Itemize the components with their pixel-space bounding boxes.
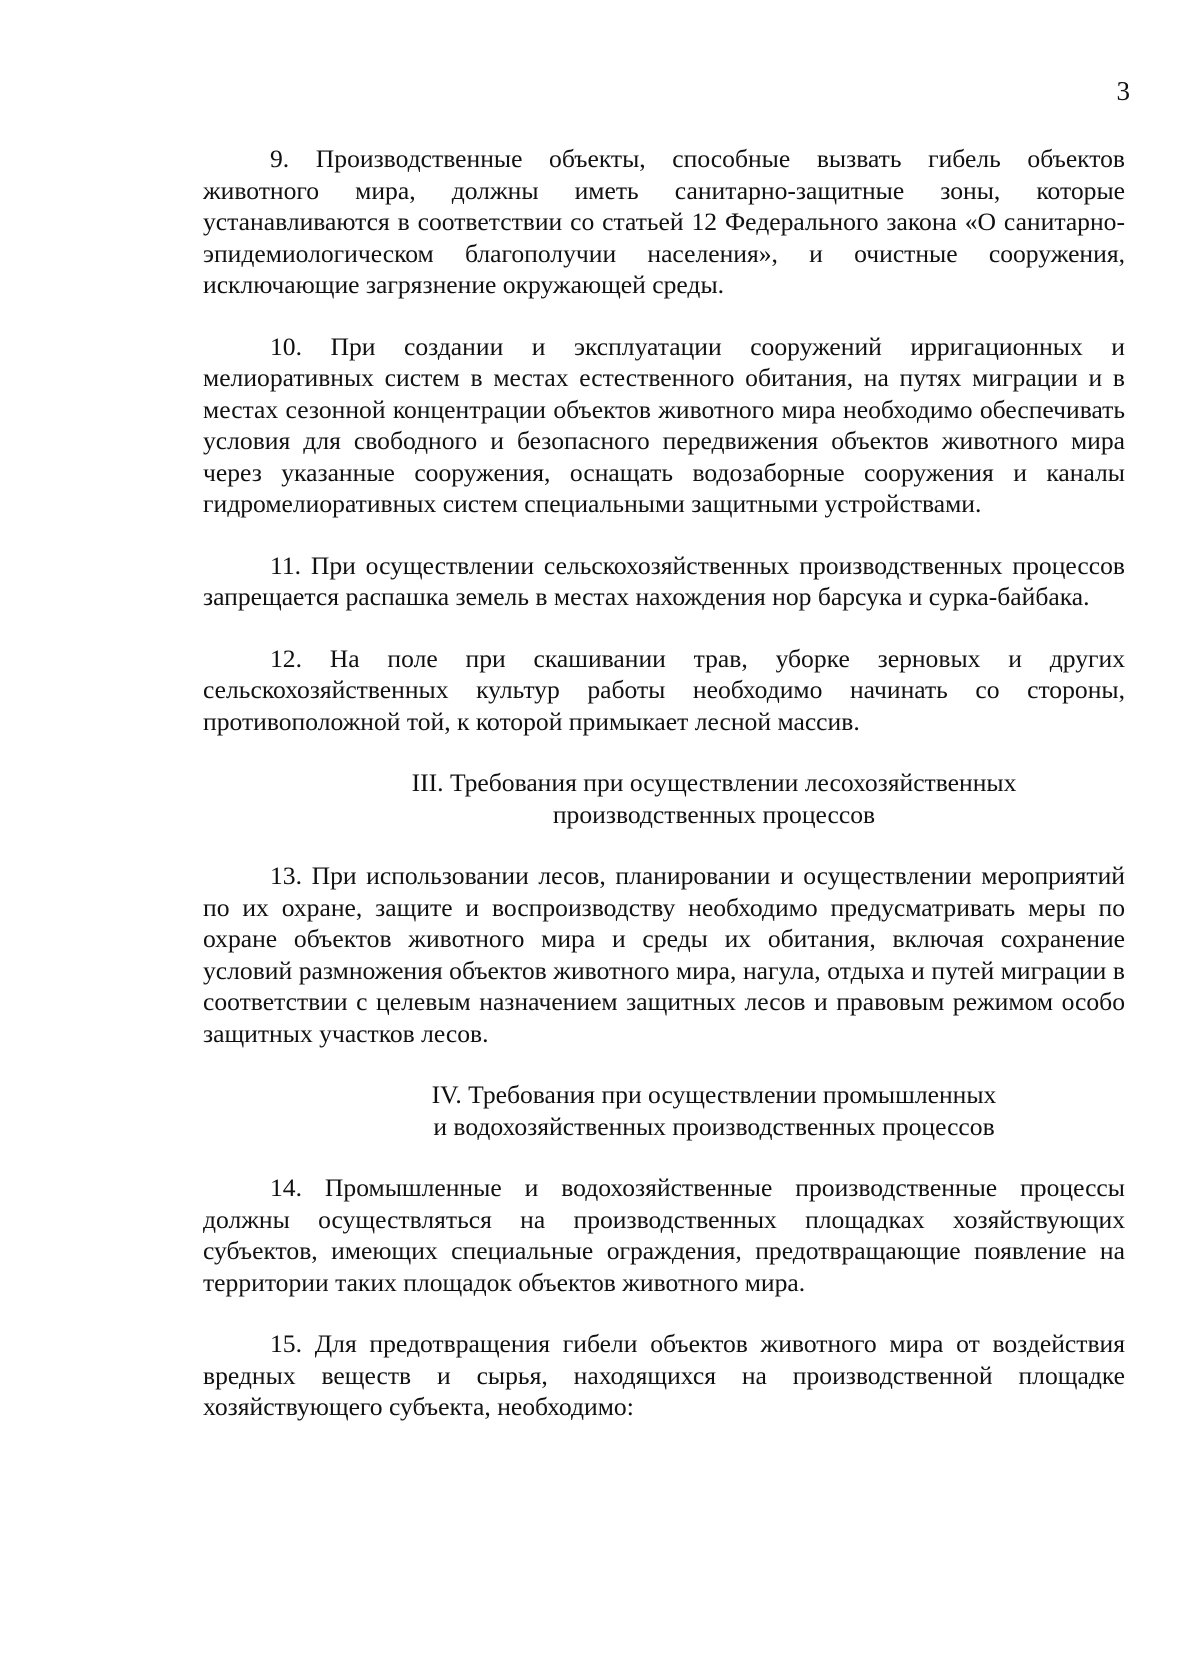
paragraph-11: 11. При осуществлении сельскохозяйственных производственных процессов запрещается распашка земель в местах нахождения нор барсука и сурка-байбака.	[203, 550, 1125, 611]
paragraph-14: 14. Промышленные и водохозяйственные производственные процессы должны осуществляться на производственных площадках хозяйствующих субъектов, имеющих специальные ограждения, предотвращающие появление на территории таких площадок объектов животного мира.	[203, 1173, 1125, 1297]
paragraph-10: 10. При создании и эксплуатации сооружений ирригационных и мелиоративных систем в местах естественного обитания, на путях миграции и в местах сезонной концентрации объектов животного мира необходимо обеспечивать условия для свободного и безопасного передвижения объектов животного мира через указанные сооружения, оснащать водозаборные сооружения и каналы гидромелиоративных систем специальными защитными устройствами.	[203, 331, 1125, 518]
section-heading-4	[203, 1079, 1125, 1142]
section-heading-3-line-2: производственных процессов	[552, 799, 876, 829]
paragraph-13: 13. При использовании лесов, планировании и осуществлении мероприятий по их охране, защите и воспроизводству необходимо предусматривать меры по охране объектов животного мира и среды их обитания, включая сохранение условий размножения объектов животного мира, нагула, отдыха и путей миграции в соответствии с целевым назначением защитных лесов и правовым режимом особо защитных участков лесов.	[203, 861, 1125, 1048]
section-heading-4-line-2: и водохозяйственных производственных процессов	[433, 1111, 995, 1141]
paragraph-15: 15. Для предотвращения гибели объектов животного мира от воздействия вредных веществ и сырья, находящихся на производственной площадке хозяйствующего субъекта, необходимо:	[203, 1329, 1125, 1421]
section-heading-3	[203, 767, 1125, 830]
section-heading-3-line-1: III. Требования при осуществлении лесохозяйственных	[411, 768, 1017, 797]
document-body	[203, 143, 1125, 1423]
paragraph-9: 9. Производственные объекты, способные вызвать гибель объектов животного мира, должны иметь санитарно-защитные зоны, которые устанавливаются в соответствии со статьей 12 Федерального закона «О санитарно-эпидемиологическом благополучии населения», и очистные сооружения, исключающие загрязнение окружающей среды.	[203, 144, 1125, 299]
section-heading-4-line-1: IV. Требования при осуществлении промышленных	[431, 1080, 997, 1109]
paragraph-12: 12. На поле при скашивании трав, уборке зерновых и других сельскохозяйственных культур работы необходимо начинать со стороны, противоположной той, к которой примыкает лесной массив.	[203, 643, 1125, 736]
page-number: 3	[1116, 76, 1130, 106]
